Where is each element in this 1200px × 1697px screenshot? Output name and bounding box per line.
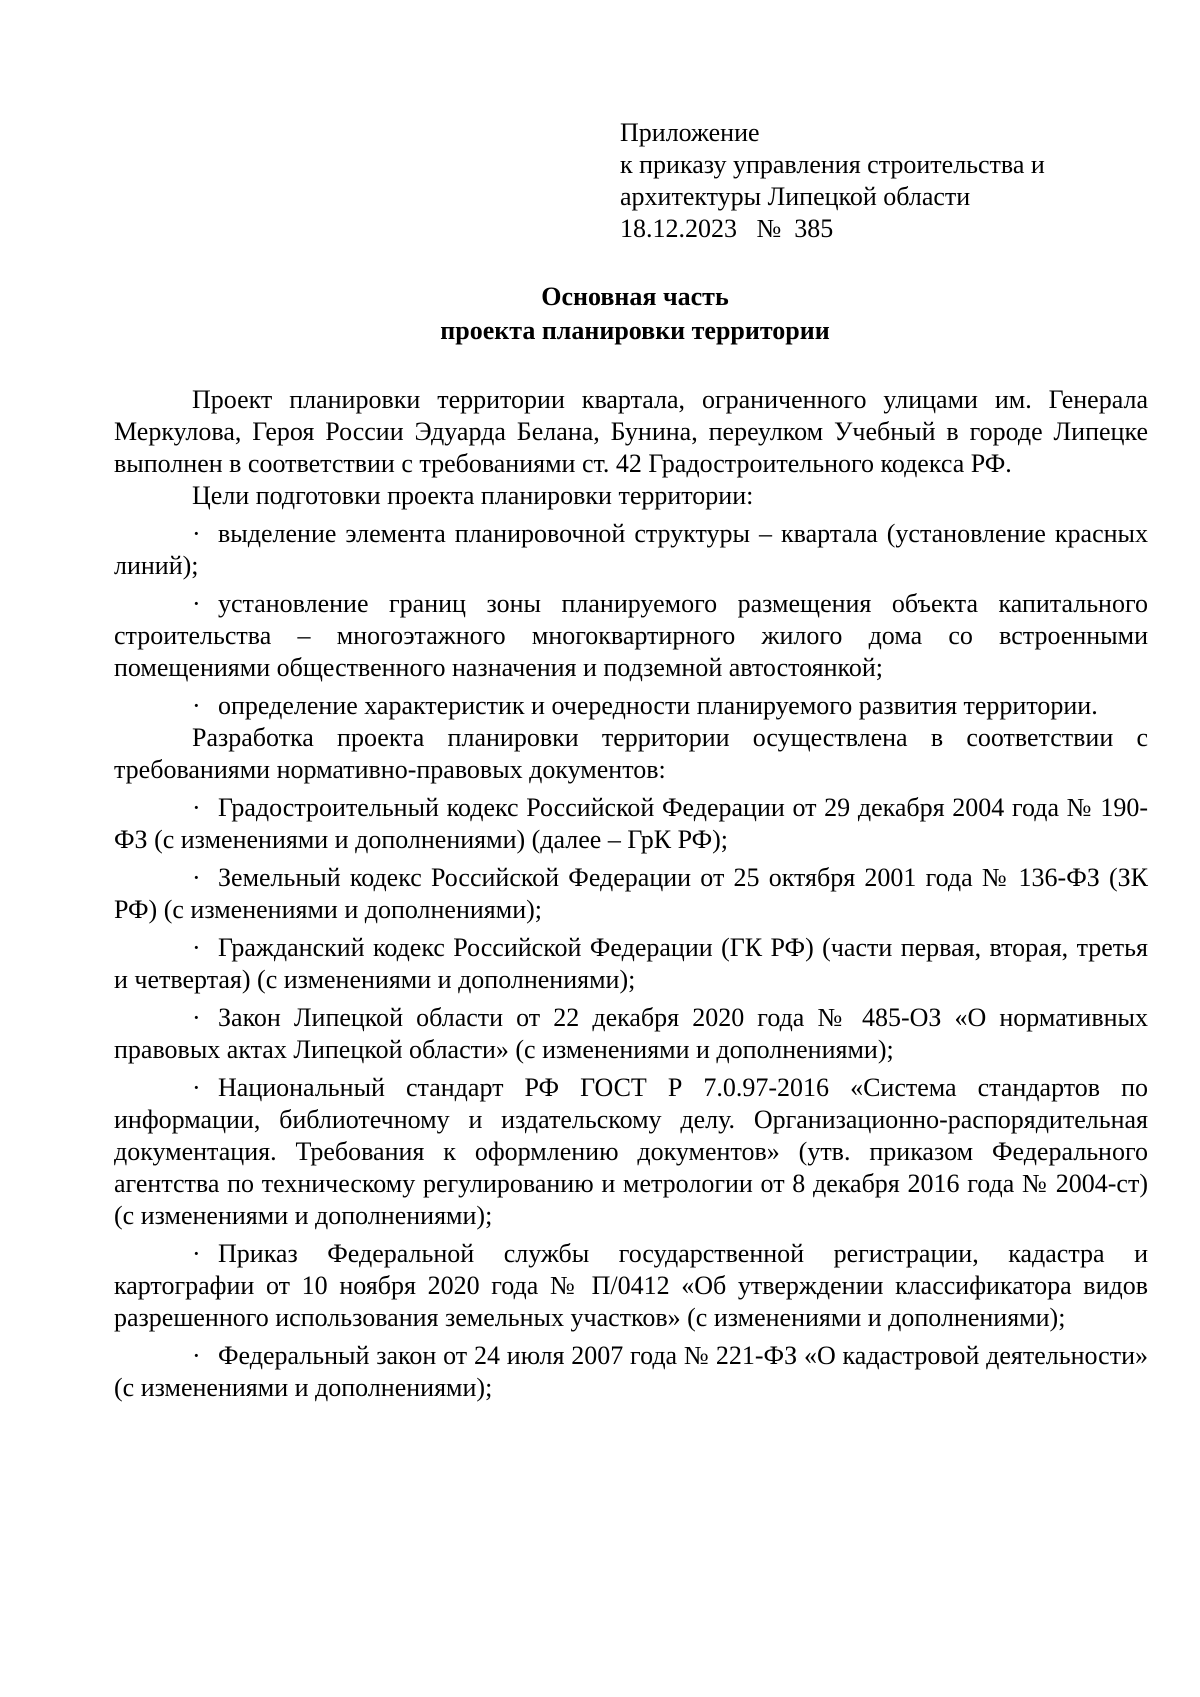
annex-line-2: к приказу управления строительства и [620, 150, 1045, 179]
annex-header [620, 117, 1160, 245]
doc-text: Земельный кодекс Российской Федерации от 25 октября 2001 года № 136-ФЗ (ЗК РФ) (с изменениями и дополнениями); [114, 863, 1148, 924]
bullet-icon: · [192, 1341, 201, 1370]
bullet-icon: · [192, 863, 201, 892]
goal-item [114, 588, 1148, 684]
doc-item [114, 1238, 1148, 1334]
bullet-icon: · [192, 1239, 201, 1268]
goal-item [114, 690, 1148, 722]
document-body [114, 384, 1148, 1404]
doc-text: Федеральный закон от 24 июля 2007 года № 221-ФЗ «О кадастровой деятельности» (с изменениями и дополнениями); [114, 1341, 1148, 1402]
doc-text: Национальный стандарт РФ ГОСТ Р 7.0.97-2016 «Система стандартов по информации, библиотечному и издательскому делу. Организационно-распорядительная документация. Требования к оформлению документов» (утв. приказом Федерального агентства по техническому регулированию и метрологии от 8 декабря 2016 года № 2004-ст) (с изменениями и дополнениями); [114, 1073, 1148, 1230]
bullet-icon: · [192, 1003, 201, 1032]
bullet-icon: · [192, 691, 201, 720]
doc-text: Закон Липецкой области от 22 декабря 2020 года № 485-ОЗ «О нормативных правовых актах Липецкой области» (с изменениями и дополнениями); [114, 1003, 1148, 1064]
annex-line-4: 18.12.2023 № 385 [620, 214, 834, 243]
bullet-icon: · [192, 1073, 201, 1102]
doc-item [114, 1340, 1148, 1404]
goal-text: определение характеристик и очередности планируемого развития территории. [218, 691, 1098, 720]
doc-text: Гражданский кодекс Российской Федерации (ГК РФ) (части первая, вторая, третья и четвертая) (с изменениями и дополнениями); [114, 933, 1148, 994]
goal-text: установление границ зоны планируемого размещения объекта капитального строительства – многоэтажного многоквартирного жилого дома со встроенными помещениями общественного назначения и подземной автостоянкой; [114, 589, 1148, 682]
goals-heading: Цели подготовки проекта планировки территории: [192, 481, 754, 510]
bullet-icon: · [192, 793, 201, 822]
goal-item [114, 518, 1148, 582]
document-title [0, 280, 1200, 348]
doc-item [114, 932, 1148, 996]
intro-paragraph: Проект планировки территории квартала, ограниченного улицами им. Генерала Меркулова, Героя России Эдуарда Белана, Бунина, переулком Учебный в городе Липецке выполнен в соответствии с требованиями ст. 42 Градостроительного кодекса РФ. [114, 385, 1148, 478]
doc-text: Градостроительный кодекс Российской Федерации от 29 декабря 2004 года № 190-ФЗ (с изменениями и дополнениями) (далее – ГрК РФ); [114, 793, 1148, 854]
title-line-2: проекта планировки территории [440, 316, 830, 345]
goal-text: выделение элемента планировочной структуры – квартала (установление красных линий); [114, 519, 1148, 580]
doc-item [114, 792, 1148, 856]
title-line-1: Основная часть [541, 282, 729, 311]
annex-line-3: архитектуры Липецкой области [620, 182, 971, 211]
doc-text: Приказ Федеральной службы государственной регистрации, кадастра и картографии от 10 ноября 2020 года № П/0412 «Об утверждении классификатора видов разрешенного использования земельных участков» (с изменениями и дополнениями); [114, 1239, 1148, 1332]
doc-item [114, 1002, 1148, 1066]
doc-item [114, 1072, 1148, 1232]
bullet-icon: · [192, 519, 201, 548]
doc-item [114, 862, 1148, 926]
bullet-icon: · [192, 933, 201, 962]
annex-line-1: Приложение [620, 118, 760, 147]
docs-heading: Разработка проекта планировки территории осуществлена в соответствии с требованиями нормативно-правовых документов: [114, 723, 1148, 784]
bullet-icon: · [192, 589, 201, 618]
